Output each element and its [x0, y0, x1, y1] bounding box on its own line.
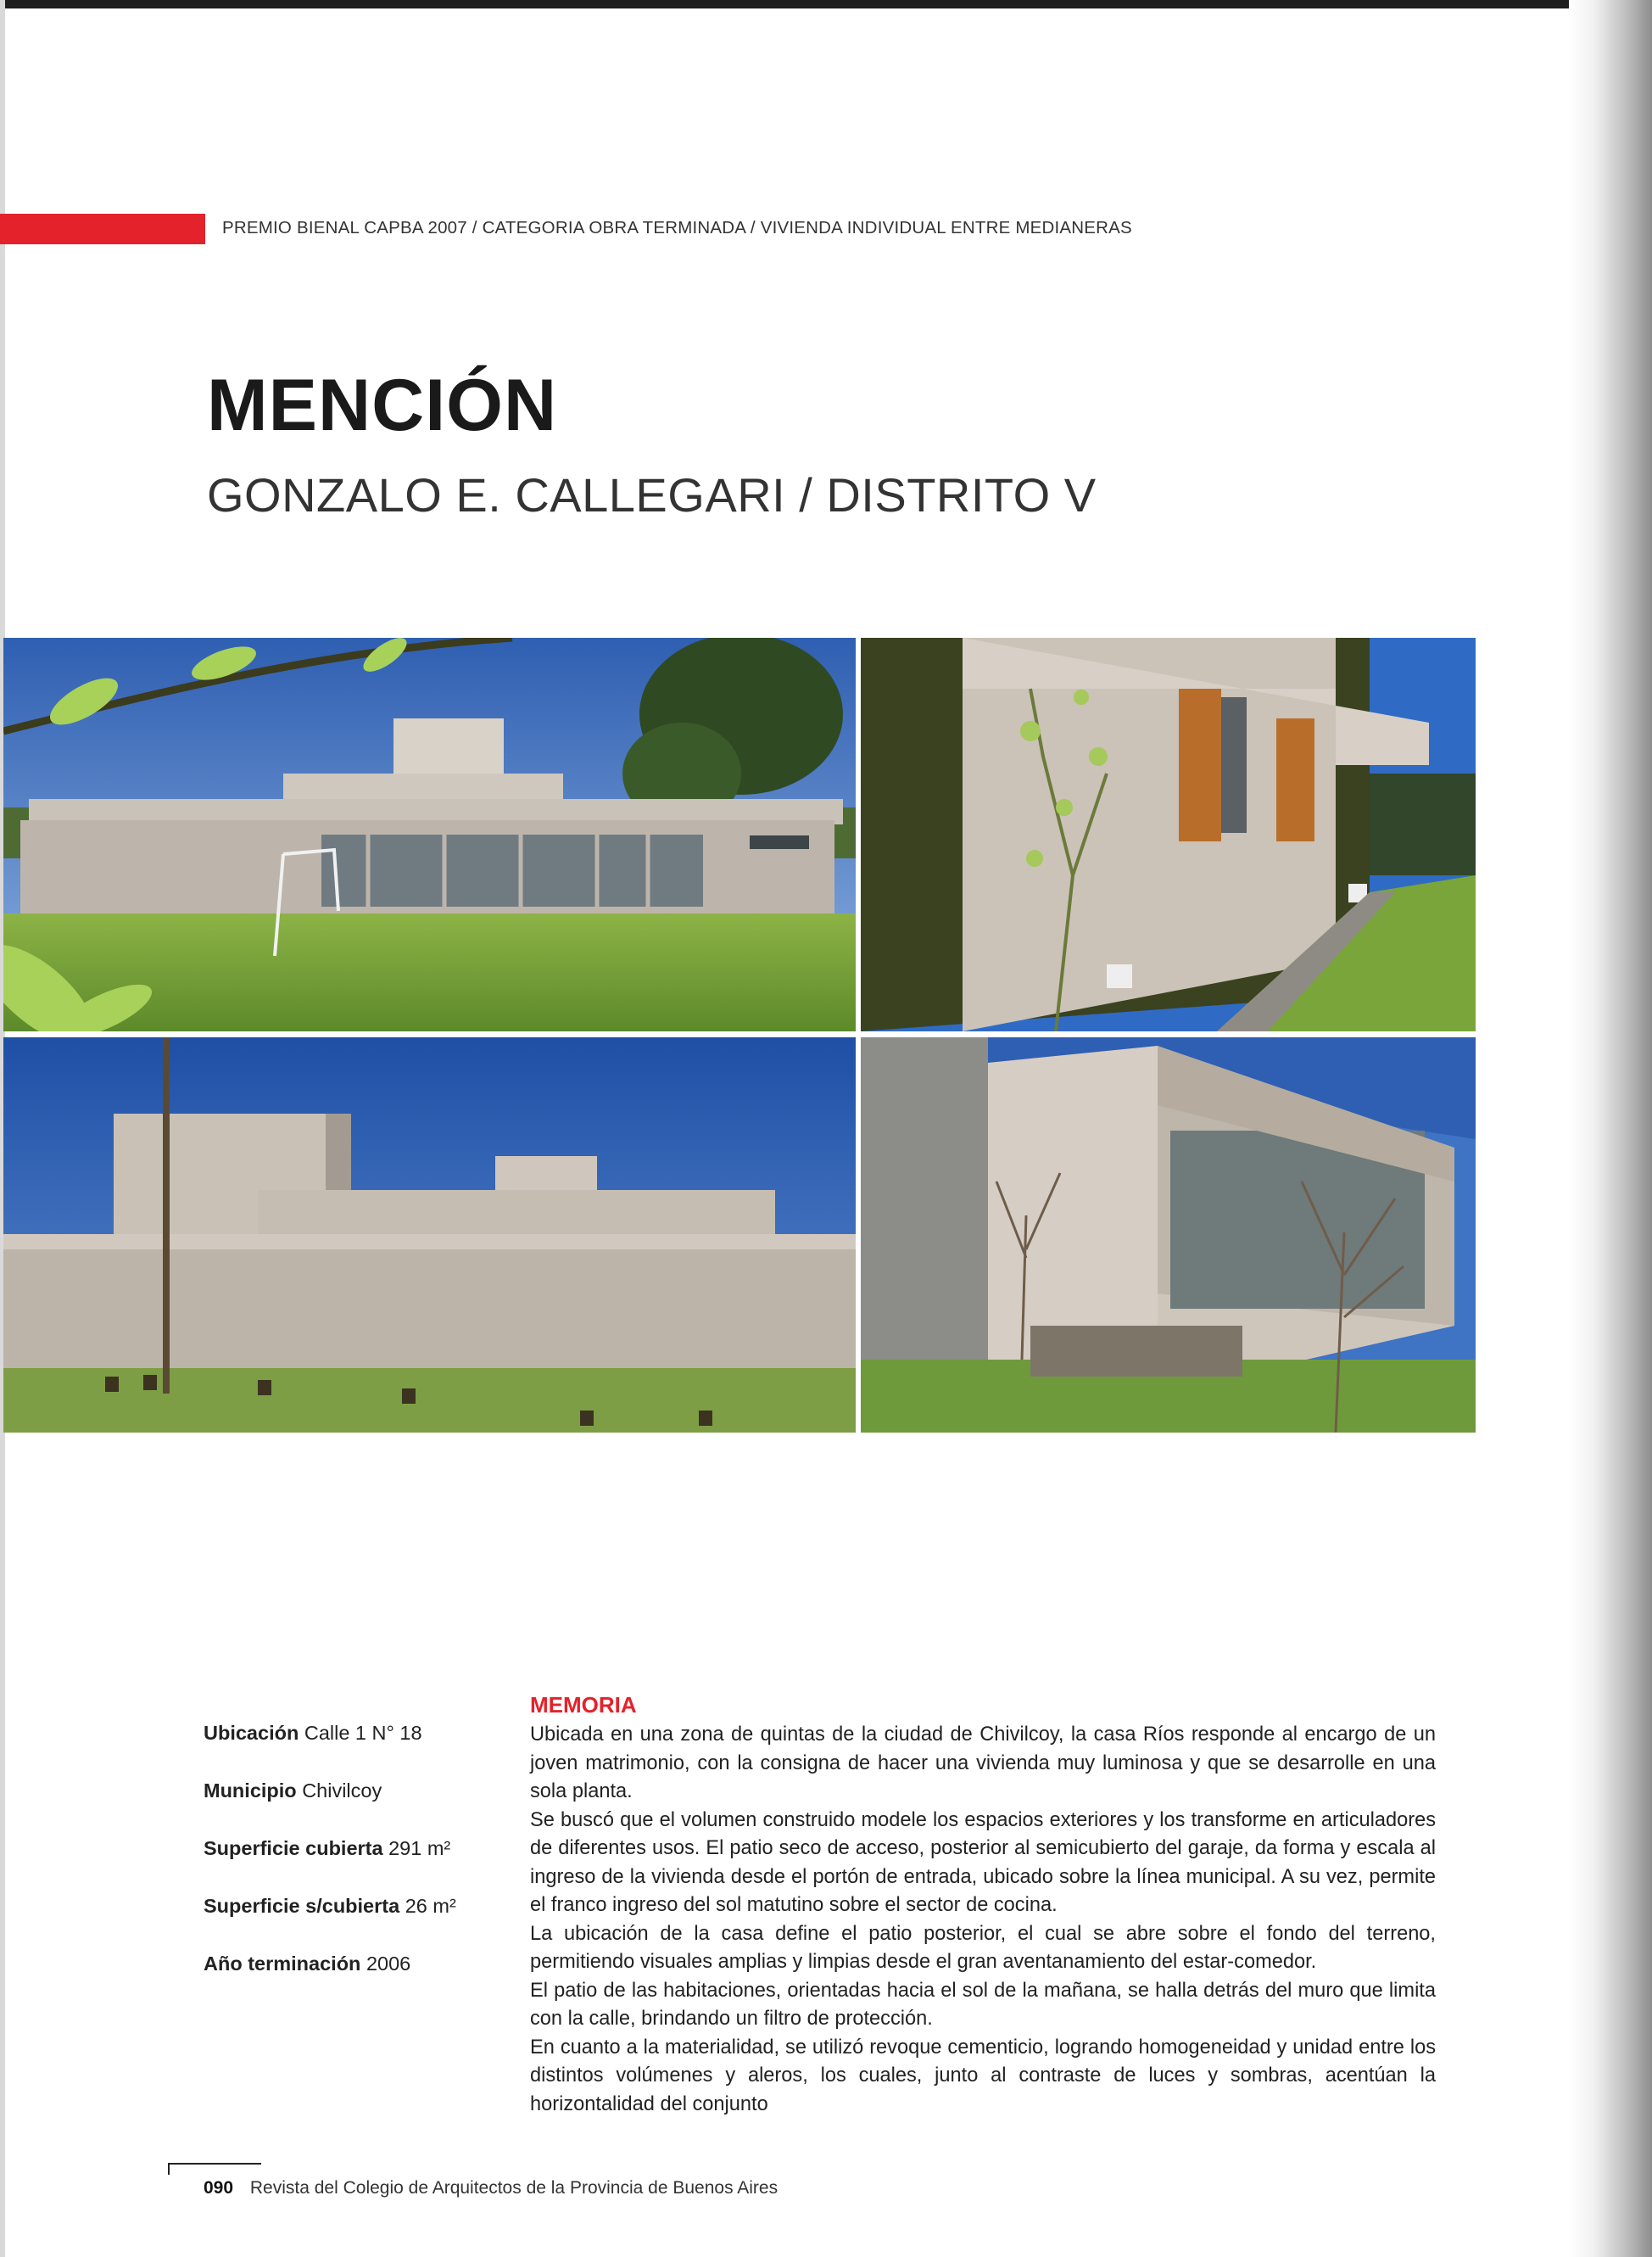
spec-row-ubicacion	[204, 1722, 456, 1779]
spec-value: Chivilcoy	[302, 1779, 382, 1802]
footer-rule-tick	[168, 2163, 170, 2175]
category-accent-bar	[0, 214, 205, 244]
memoria-paragraph: El patio de las habitaciones, orientadas hacia el sol de la mañana, se halla detrás del muro que limita con la calle, brindando un filtro de protección.	[530, 1979, 1436, 2030]
project-specs	[204, 1722, 456, 2010]
memoria-heading: MEMORIA	[530, 1692, 637, 1718]
page-top-edge	[0, 0, 1652, 8]
spec-value: 2006	[366, 1953, 411, 1975]
spec-row-ano-terminacion	[204, 1953, 456, 2010]
publication-name: Revista del Colegio de Arquitectos de la Provincia de Buenos Aires	[249, 2178, 779, 2198]
page-subtitle: GONZALO E. CALLEGARI / DISTRITO V	[207, 468, 1097, 522]
page-title: MENCIÓN	[207, 365, 558, 446]
photo-house-rear-lawn	[3, 638, 856, 1031]
spec-row-superficie-semicubierta	[204, 1895, 456, 1953]
page-number: 090	[204, 2178, 234, 2198]
spec-value: 291 m²	[388, 1837, 451, 1859]
footer-rule	[168, 2163, 261, 2165]
spec-row-superficie-cubierta	[204, 1837, 456, 1895]
spec-label: Ubicación	[204, 1722, 299, 1744]
photo-corner-volume	[861, 1037, 1476, 1433]
memoria-paragraph: Ubicada en una zona de quintas de la ciudad de Chivilcoy, la casa Ríos responde al encargo de un joven matrimonio, con la consigna de hacer una vivienda muy luminosa y que se desarrolle en una sola planta.	[530, 1723, 1436, 1802]
category-line: PREMIO BIENAL CAPBA 2007 / CATEGORIA OBRA TERMINADA / VIVIENDA INDIVIDUAL ENTRE MEDIANERAS	[222, 218, 1132, 237]
page-footer	[204, 2178, 778, 2198]
memoria-paragraph: En cuanto a la materialidad, se utilizó revoque cementicio, logrando homogeneidad y unidad entre los distintos volúmenes y aleros, los cuales, junto al contraste de luces y sombras, acentúan la horizontalidad del conjunto	[530, 2036, 1436, 2115]
photo-street-wall	[3, 1037, 856, 1433]
spec-value: 26 m²	[405, 1895, 456, 1917]
memoria-paragraph: Se buscó que el volumen construido modele los espacios exteriores y los transforme en articuladores de diferentes usos. El patio seco de acceso, posterior al semicubierto del garaje, da forma y escala al ingreso de la vivienda desde el portón de entrada, ubicado sobre la línea municipal. A su vez, permite el franco ingreso del sol matutino sobre el sector de cocina.	[530, 1808, 1436, 1916]
memoria-paragraph: La ubicación de la casa define el patio posterior, el cual se abre sobre el fondo del terreno, permitiendo visuales amplias y limpias desde el gran aventanamiento del estar-comedor.	[530, 1922, 1436, 1973]
spec-label: Año terminación	[204, 1953, 361, 1975]
spec-value: Calle 1 N° 18	[304, 1722, 422, 1744]
memoria-body	[530, 1721, 1436, 2119]
spec-label: Superficie cubierta	[204, 1837, 383, 1859]
spec-label: Municipio	[204, 1779, 297, 1802]
spec-label: Superficie s/cubierta	[204, 1895, 400, 1917]
photo-side-facade-shutters	[861, 638, 1476, 1031]
book-spine-shadow	[1569, 0, 1652, 2257]
spec-row-municipio	[204, 1779, 456, 1837]
